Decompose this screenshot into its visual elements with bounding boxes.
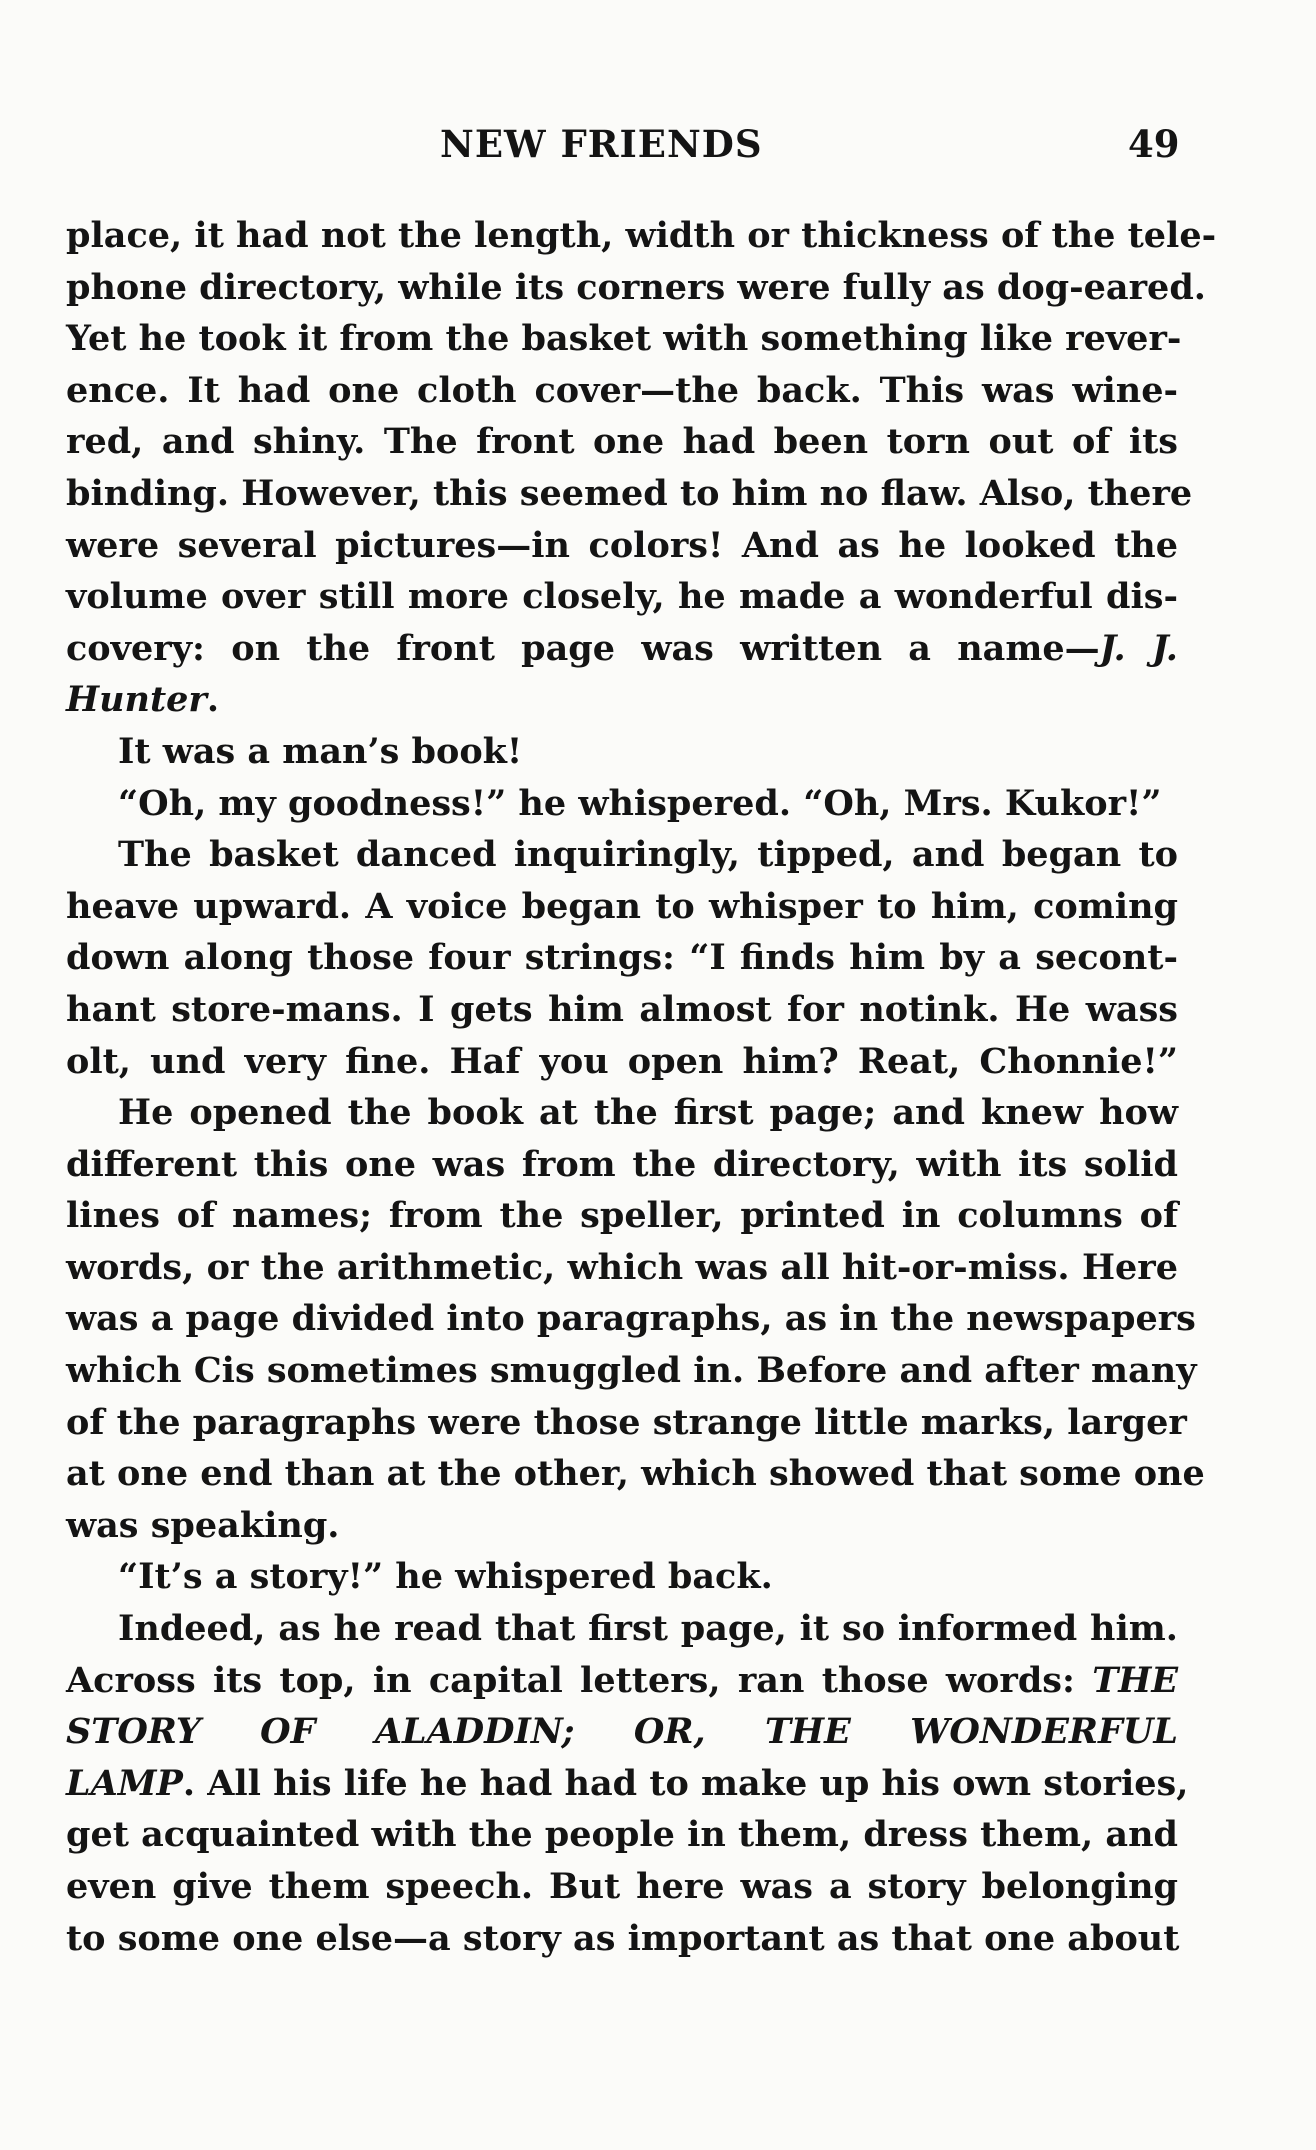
text-segment: red, and shiny. The front one had been torn out of its	[66, 421, 1178, 463]
running-title: NEW FRIENDS	[440, 122, 763, 166]
text-line	[66, 829, 1178, 881]
text-segment: The basket danced inquiringly, tipped, and began to	[118, 834, 1178, 876]
text-segment: even give them speech. But here was a story belonging	[66, 1866, 1178, 1907]
text-segment: “It’s a story!” he whispered back.	[118, 1556, 773, 1598]
text-segment: hant store-mans. I gets him almost for notink. He wass	[66, 988, 1178, 1030]
text-line	[66, 468, 1193, 520]
page-header	[0, 122, 1316, 172]
italic-text: LAMP	[66, 1762, 183, 1804]
body-text	[66, 210, 1217, 1964]
italic-text: Hunter	[66, 679, 207, 721]
text-line	[66, 1706, 1178, 1758]
text-segment: which Cis sometimes smuggled in. Before and after many	[66, 1350, 1197, 1392]
text-segment: of the paragraphs were those strange little marks, larger	[66, 1401, 1187, 1443]
text-segment: . All his life he had had to make up his own stories,	[182, 1762, 1189, 1804]
text-line	[66, 365, 1178, 417]
text-segment: place, it had not the length, width or thickness of the tele-	[66, 215, 1217, 256]
text-line	[66, 623, 1178, 675]
text-line	[66, 932, 1178, 984]
text-segment: It was a man’s book!	[118, 730, 523, 772]
text-line	[66, 1809, 1178, 1861]
text-segment: ence. It had one cloth cover—the back. This was wine-	[66, 369, 1178, 411]
text-segment: different this one was from the directory, with its solid	[66, 1143, 1178, 1185]
text-segment: was a page divided into paragraphs, as in the newspapers	[66, 1298, 1196, 1340]
text-segment: words, or the arithmetic, which was all hit-or-miss. Here	[66, 1246, 1178, 1288]
text-line	[66, 1242, 1178, 1294]
text-line	[66, 1345, 1197, 1397]
text-segment: olt, und very fine. Haf you open him? Reat, Chonnie!”	[66, 1040, 1178, 1082]
text-line	[66, 571, 1178, 623]
text-line	[66, 520, 1178, 572]
text-line	[66, 1190, 1178, 1242]
text-line	[66, 1603, 1178, 1655]
text-segment: covery: on the front page was written a name—	[66, 627, 1100, 669]
text-segment: heave upward. A voice began to whisper to him, coming	[66, 885, 1178, 927]
text-line	[66, 416, 1178, 468]
text-segment: .	[206, 679, 220, 721]
text-segment: Indeed, as he read that first page, it so informed him.	[118, 1608, 1178, 1650]
text-segment: volume over still more closely, he made a wonderful dis-	[66, 576, 1178, 618]
text-line	[66, 1036, 1178, 1088]
text-line	[66, 1293, 1196, 1345]
text-line	[66, 1655, 1178, 1707]
text-line	[66, 313, 1182, 365]
text-line	[66, 1139, 1178, 1191]
text-line	[66, 1758, 1189, 1810]
text-segment: He opened the book at the first page; and knew how	[118, 1092, 1178, 1134]
italic-text: J. J.	[1099, 627, 1178, 669]
text-segment: were several pictures—in colors! And as he looked the	[66, 524, 1178, 566]
text-line	[66, 726, 1178, 778]
italic-text: THE	[1092, 1659, 1178, 1701]
text-line	[66, 778, 1178, 830]
text-line	[66, 262, 1206, 314]
text-line	[66, 881, 1178, 933]
text-line	[66, 1861, 1178, 1913]
text-segment: down along those four strings: “I finds him by a secont-	[66, 937, 1178, 979]
italic-text: STORY OF ALADDIN; OR, THE WONDERFUL	[66, 1711, 1178, 1753]
text-line	[66, 1448, 1205, 1500]
text-line	[66, 1397, 1187, 1449]
text-segment: to some one else—a story as important as that one about	[66, 1917, 1180, 1959]
text-line	[66, 210, 1217, 262]
text-line	[66, 1913, 1178, 1965]
text-segment: at one end than at the other, which showed that some one	[66, 1453, 1205, 1495]
text-segment: “Oh, my goodness!” he whispered. “Oh, Mrs. Kukor!”	[118, 782, 1162, 824]
text-segment: phone directory, while its corners were fully as dog-eared.	[66, 266, 1206, 308]
text-line	[66, 1087, 1178, 1139]
text-line	[66, 674, 1178, 726]
page-number: 49	[1128, 122, 1180, 166]
text-line	[66, 1551, 1178, 1603]
text-line	[66, 984, 1178, 1036]
text-segment: was speaking.	[66, 1504, 340, 1546]
text-line	[66, 1500, 1178, 1552]
text-segment: get acquainted with the people in them, dress them, and	[66, 1814, 1178, 1856]
text-segment: lines of names; from the speller, printed in columns of	[66, 1195, 1178, 1237]
text-segment: Across its top, in capital letters, ran those words:	[66, 1659, 1093, 1701]
text-segment: binding. However, this seemed to him no flaw. Also, there	[66, 472, 1193, 514]
text-segment: Yet he took it from the basket with something like rever-	[66, 318, 1182, 360]
